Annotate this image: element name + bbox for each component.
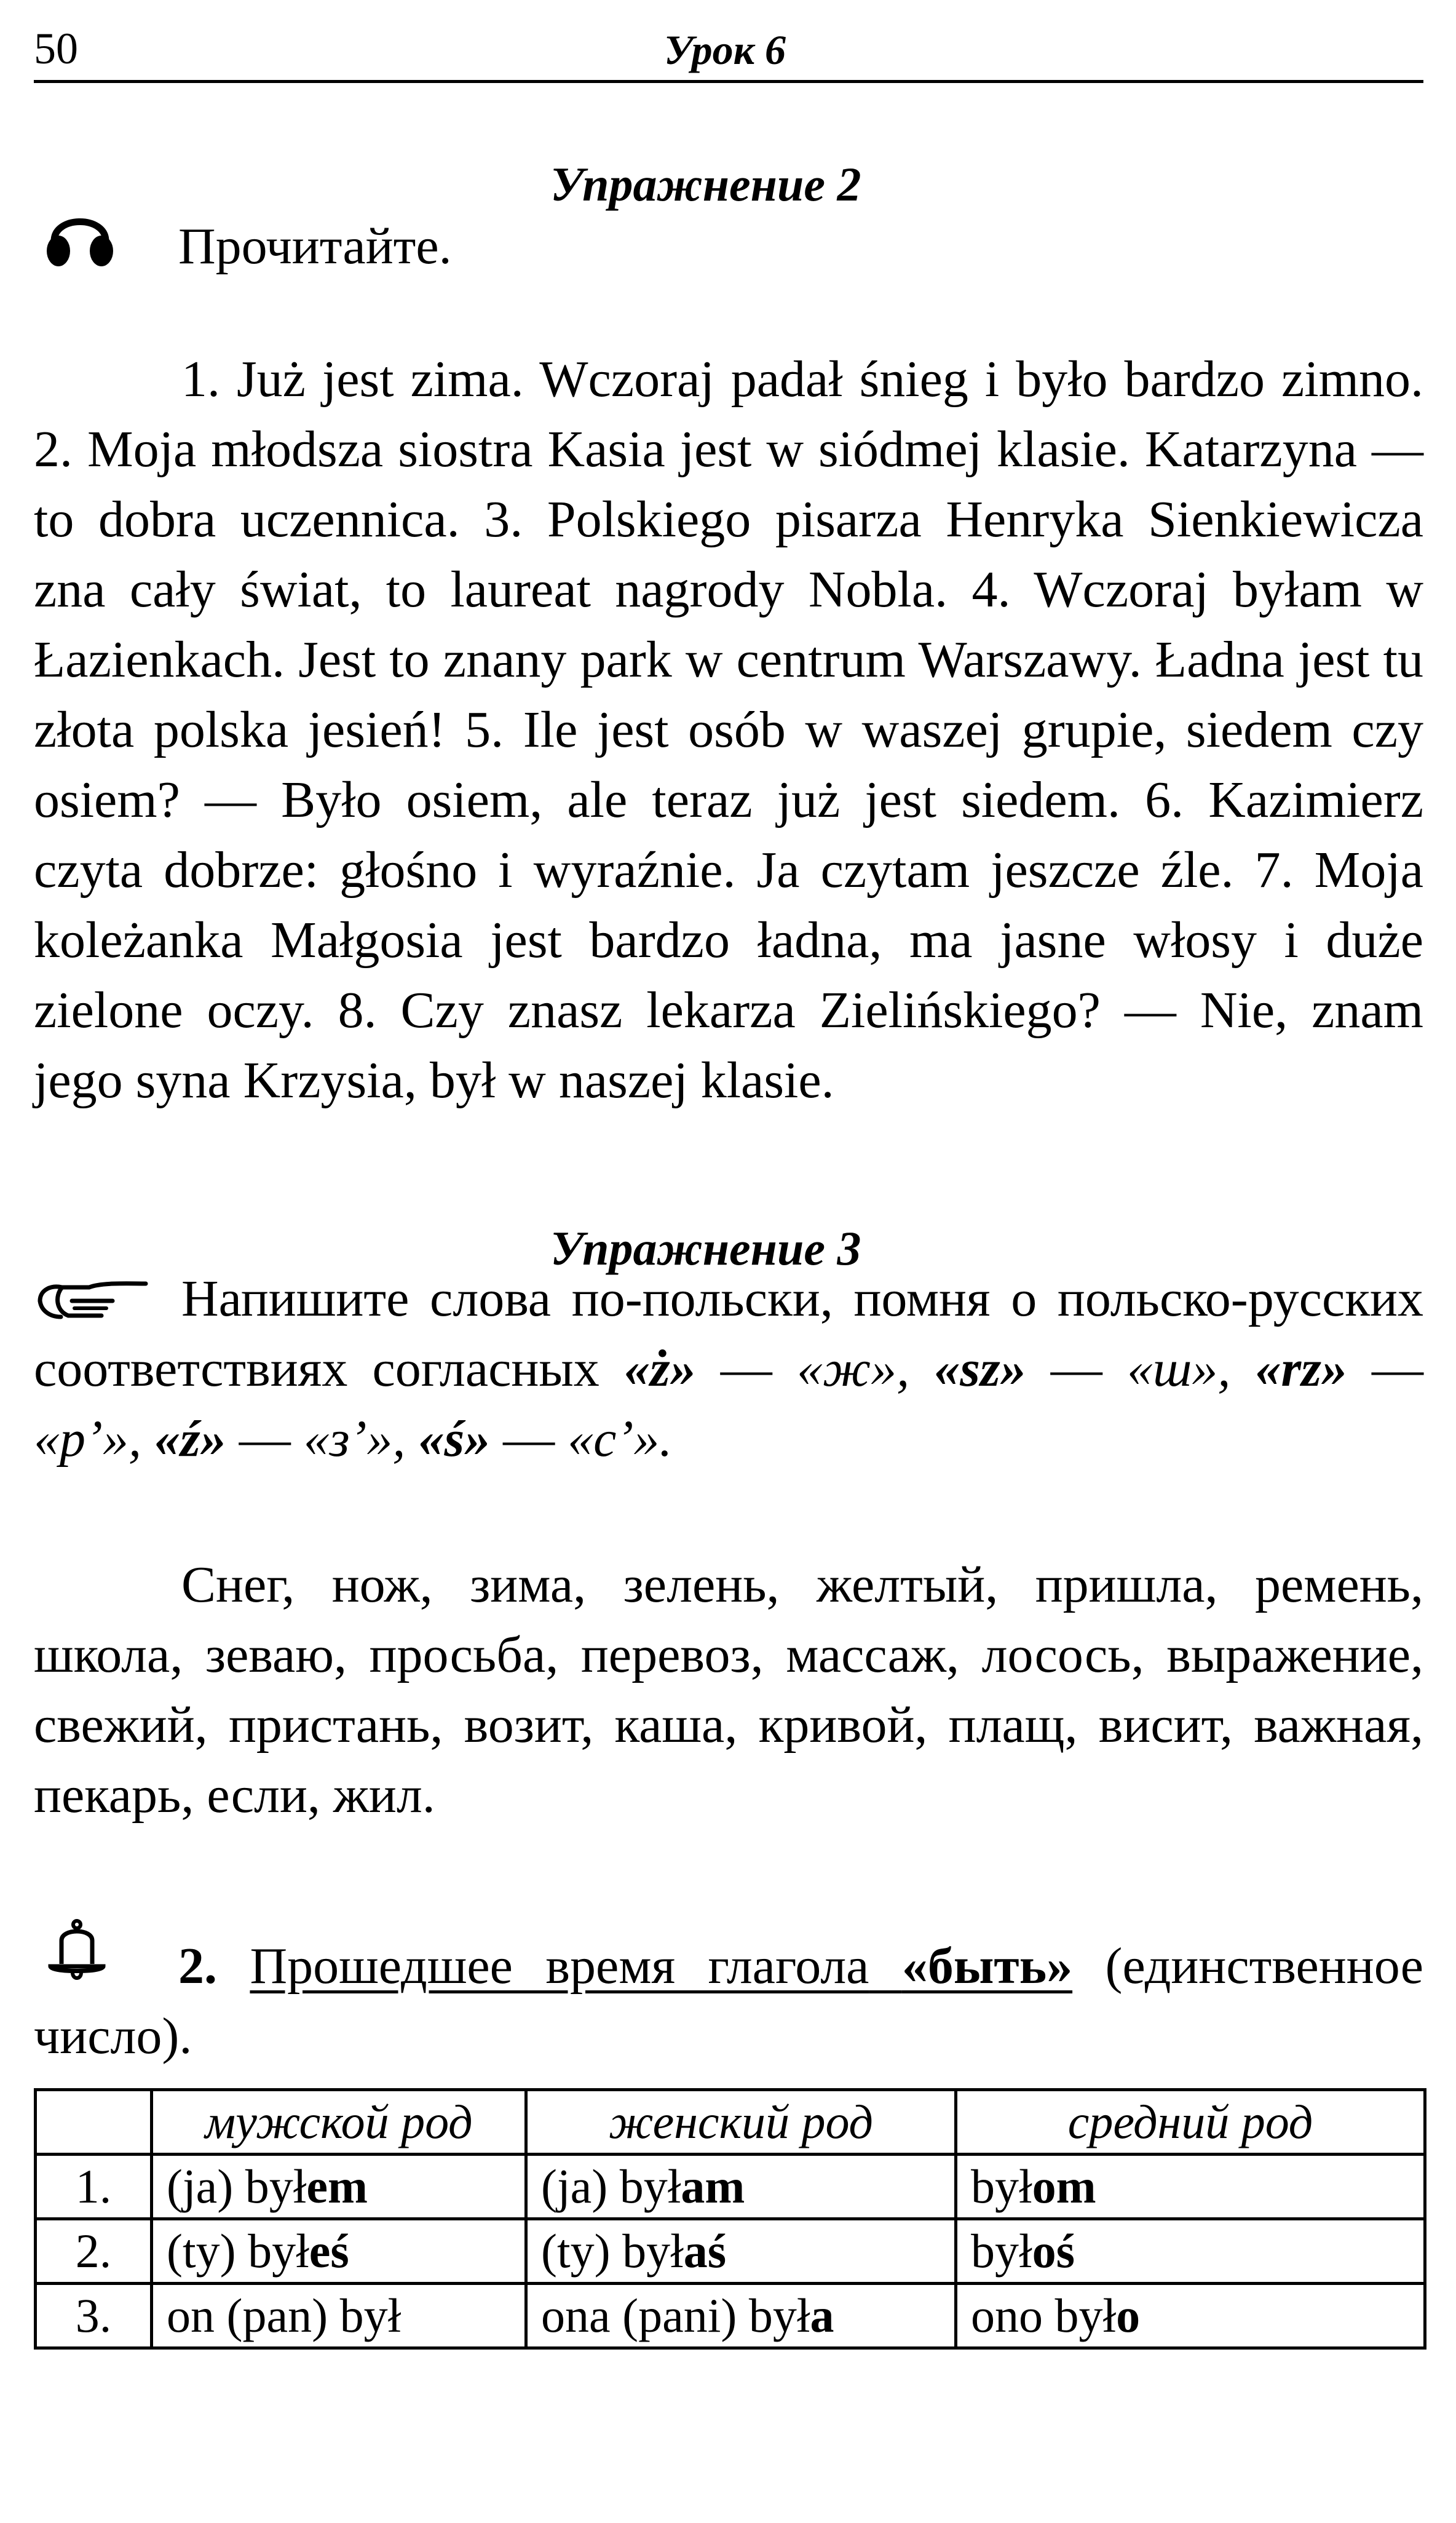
pair-pl: «sz» <box>934 1340 1026 1397</box>
stem: (ja) był <box>541 2159 681 2213</box>
header-masculine: мужской род <box>152 2090 526 2155</box>
grammar-title <box>250 1937 1072 1995</box>
grammar-title-plain: Прошедшее время глагола <box>250 1937 869 1995</box>
ending: eś <box>309 2224 349 2278</box>
grammar-title-rest: (единственное число). <box>34 1937 1423 2065</box>
pair-pl: «ż» <box>623 1340 696 1397</box>
pair-ru: «ш», <box>1126 1340 1231 1397</box>
row-number: 1. <box>36 2155 152 2219</box>
exercise-2-instruction: Прочитайте. <box>178 218 452 275</box>
exercise-2-text: 1. Już jest zima. Wczoraj padał śnieg i było bardzo zimno. 2. Moja młodsza siostra Kasia jest w siódmej klasie. Katarzyna — to dobra uczennica. 3. Polskiego pisarza Henryka Sienkiewicza zna cały świat, to laureat nagrody Nobla. 4. Wczoraj byłam w Łazienkach. Jest to znany park w centrum Warszawy. Ładna jest tu złota polska jesień! 5. Ile jest osób w waszej grupie, siedem czy osiem? — Było osiem, ale teraz już jest siedem. 6. Kazimierz czyta dobrze: głośno i wyraźnie. Ja czytam jeszcze źle. 7. Moja koleżanka Małgosia jest bardzo ładna, ma jasne włosy i duże zielone oczy. 8. Czy znasz lekarza Zielińskiego? — Nie, znam jego syna Krzysia, był w naszej klasie. <box>34 351 1423 1109</box>
stem: on (pan) był <box>167 2289 402 2342</box>
exercise-2-title: Упражнение 2 <box>550 157 861 211</box>
grammar-number: 2. <box>178 1937 217 1995</box>
conjugation-table <box>34 2088 1426 2350</box>
stem: (ty) był <box>541 2224 684 2278</box>
pair-dash: — <box>490 1410 568 1468</box>
cell-masculine <box>152 2155 526 2219</box>
running-title: Урок 6 <box>664 26 786 73</box>
pair-dash: — <box>695 1340 797 1397</box>
pair-pl: «rz» <box>1255 1340 1347 1397</box>
exercise-3-words: Снег, нож, зима, зелень, желтый, пришла, ремень, школа, зеваю, просьба, перевоз, массаж, лосось, выражение, свежий, пристань, возит, каша, кривой, плащ, висит, важная, пекарь, если, жил. <box>34 1556 1423 1824</box>
cell-masculine <box>152 2219 526 2284</box>
pair-dash: — <box>226 1410 304 1468</box>
table-header-row <box>36 2090 1425 2155</box>
pair-pl: «ź» <box>154 1410 226 1468</box>
pair-pl: «ś» <box>418 1410 491 1468</box>
ending: aś <box>683 2224 727 2278</box>
pair-ru: «с’». <box>568 1410 673 1468</box>
cell-feminine <box>526 2284 956 2348</box>
pair-dash: — <box>1347 1340 1424 1397</box>
ending: oś <box>1032 2224 1075 2278</box>
stem: ono był <box>971 2289 1117 2342</box>
table-row <box>36 2284 1425 2348</box>
pair-ru: «ж», <box>796 1340 910 1397</box>
header-neuter: средний род <box>956 2090 1425 2155</box>
ending: am <box>681 2159 745 2213</box>
exercise-3-title: Упражнение 3 <box>550 1222 861 1275</box>
ending: om <box>1032 2159 1096 2213</box>
page-header <box>34 18 1423 83</box>
row-number: 2. <box>36 2219 152 2284</box>
ending: em <box>306 2159 368 2213</box>
stem: ona (pani) był <box>541 2289 810 2342</box>
header-feminine: женский род <box>526 2090 956 2155</box>
cell-feminine <box>526 2219 956 2284</box>
cell-neuter <box>956 2155 1425 2219</box>
stem: (ty) był <box>167 2224 309 2278</box>
cell-feminine <box>526 2155 956 2219</box>
stem: (ja) był <box>167 2159 307 2213</box>
headphones-icon <box>43 203 117 271</box>
stem: był <box>971 2159 1032 2213</box>
table-row <box>36 2155 1425 2219</box>
header-empty <box>36 2090 152 2155</box>
row-number: 3. <box>36 2284 152 2348</box>
table-row <box>36 2219 1425 2284</box>
cell-neuter <box>956 2219 1425 2284</box>
ending: a <box>810 2289 834 2342</box>
pair-ru: «з’», <box>303 1410 406 1468</box>
pair-dash: — <box>1026 1340 1127 1397</box>
ending: o <box>1116 2289 1141 2342</box>
page-number: 50 <box>34 24 78 73</box>
grammar-heading <box>34 1931 1423 2072</box>
exercise-3-instruction <box>34 1264 1423 1474</box>
cell-masculine <box>152 2284 526 2348</box>
grammar-title-bold: «быть» <box>901 1937 1073 1995</box>
instruction-lead: Напишите слова по-польски, помня о польско-русских соответствиях согласных <box>34 1270 1423 1397</box>
stem: był <box>971 2224 1032 2278</box>
cell-neuter <box>956 2284 1425 2348</box>
pair-ru: «р’», <box>34 1410 141 1468</box>
